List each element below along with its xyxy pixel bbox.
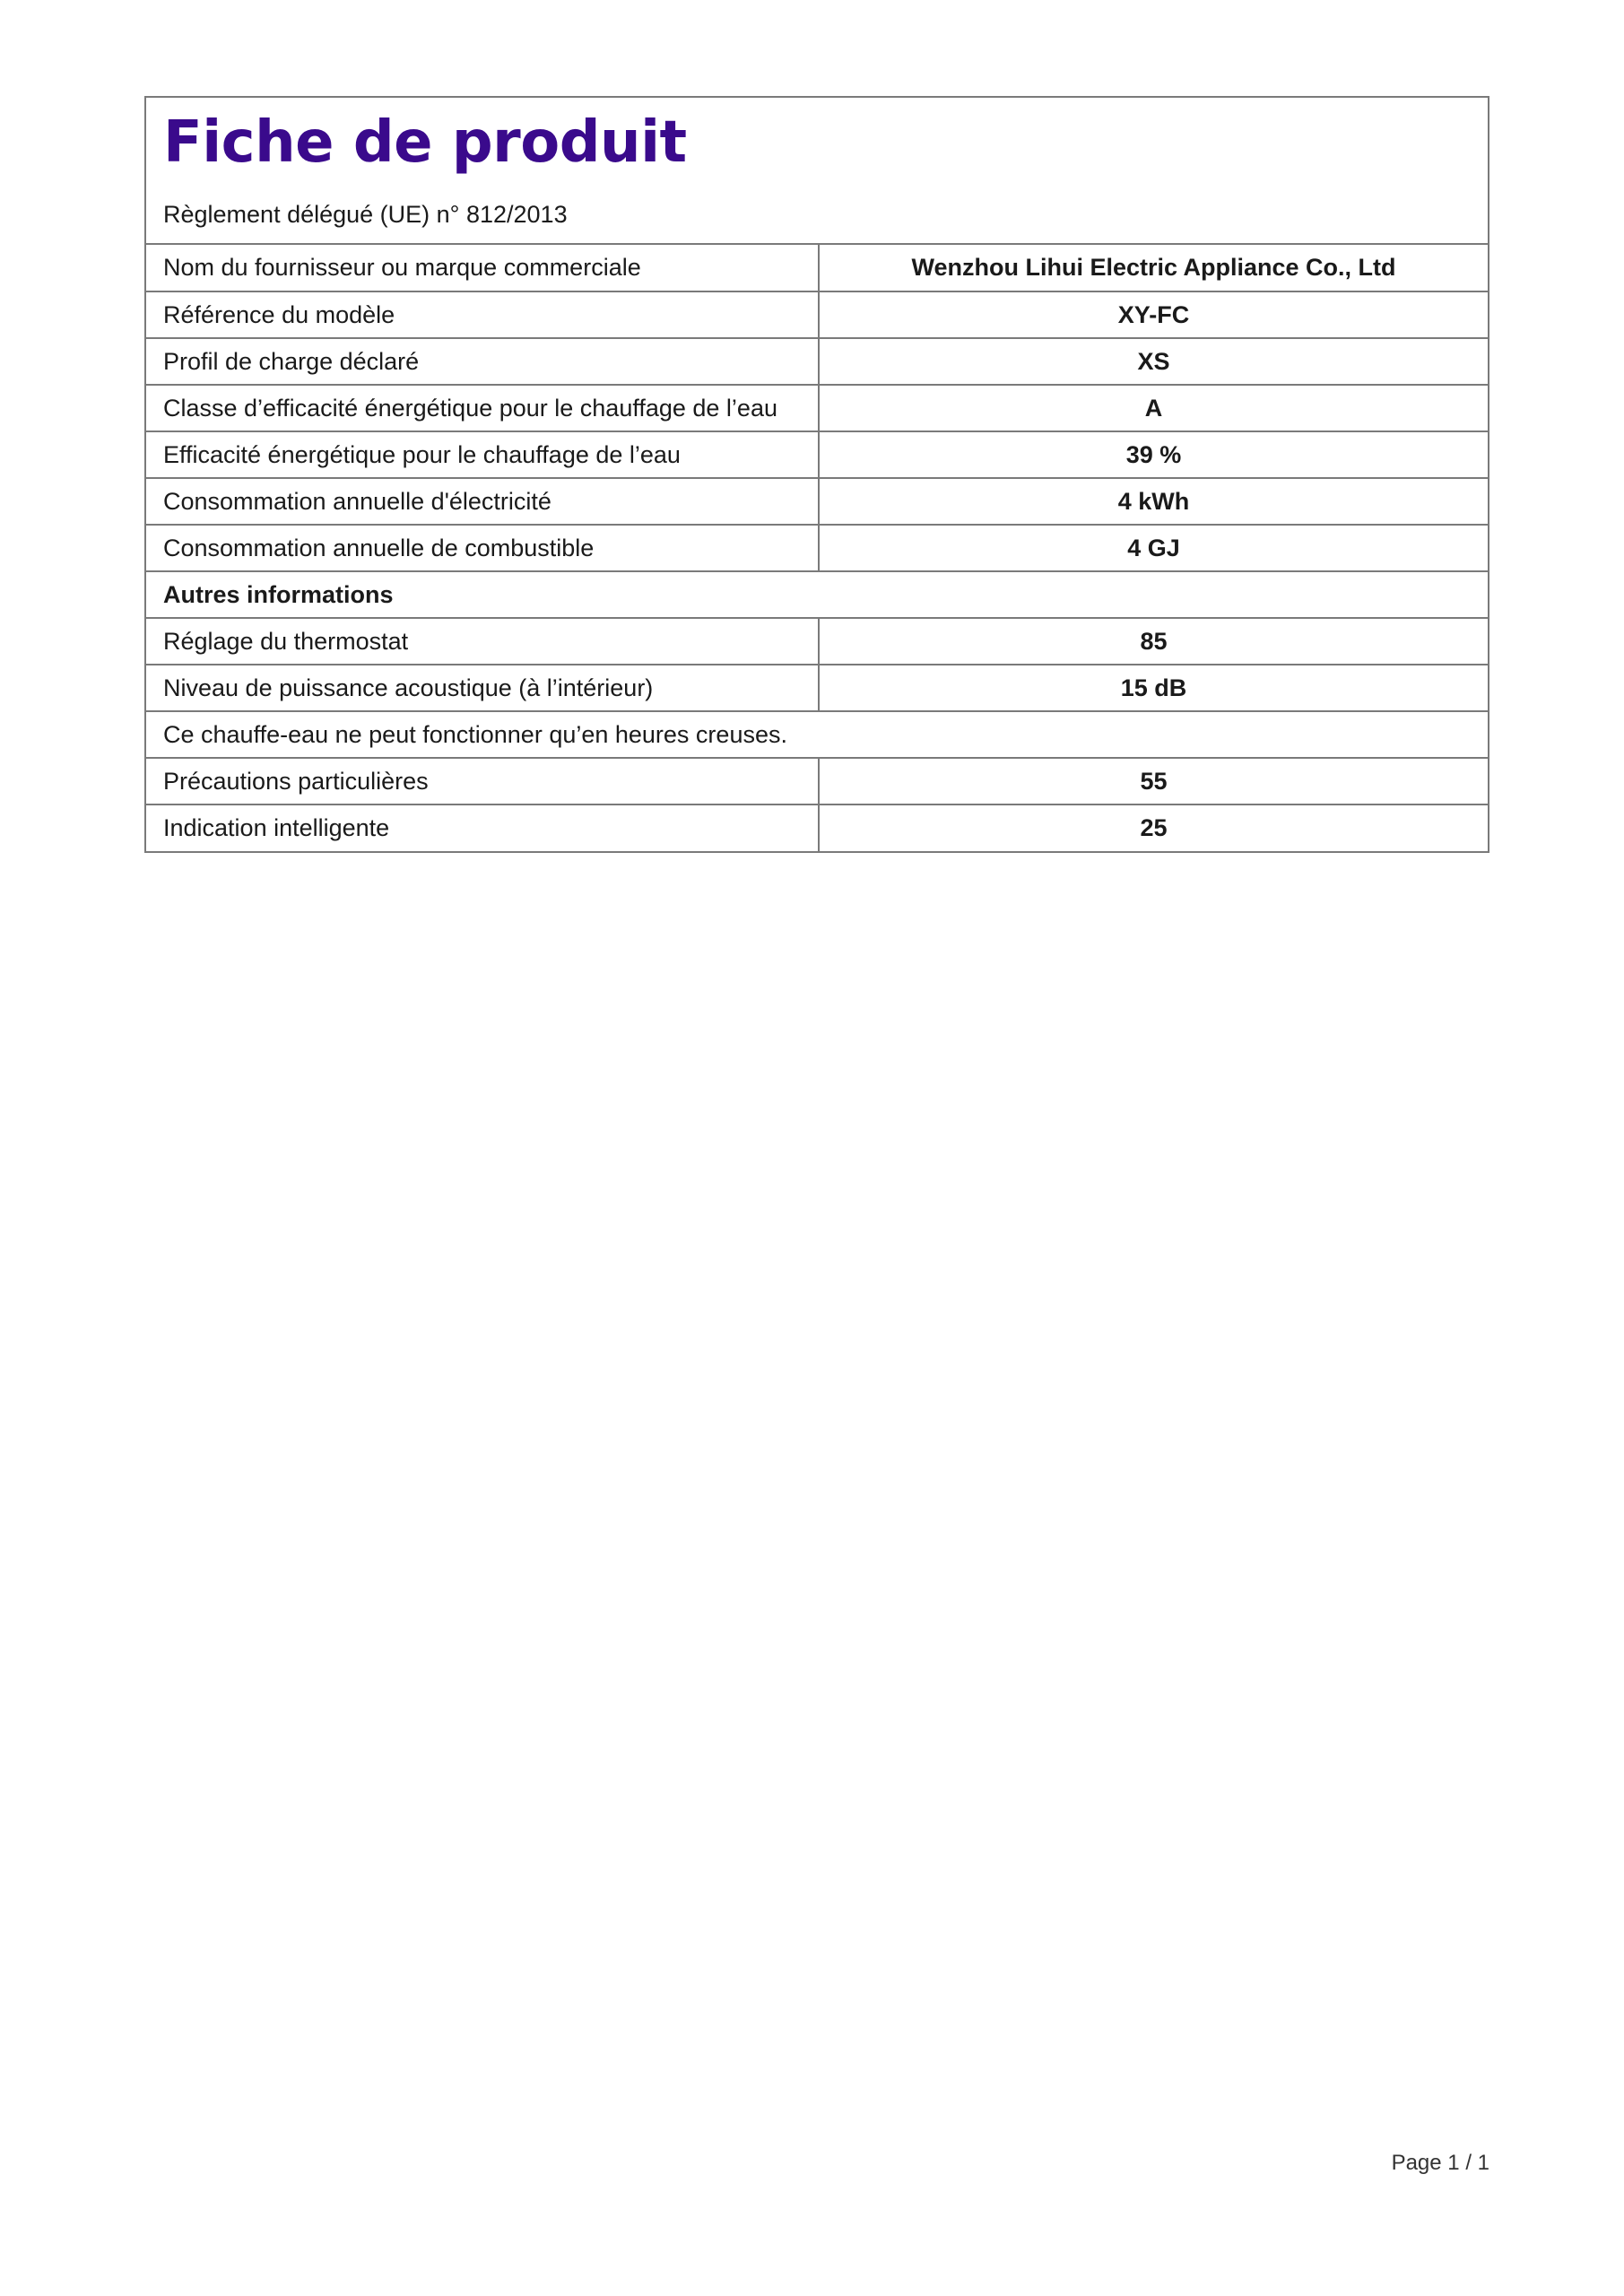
row-value: Wenzhou Lihui Electric Appliance Co., Ltd: [911, 254, 1396, 281]
row-label: Indication intelligente: [146, 804, 819, 851]
row-value: 15 dB: [819, 665, 1488, 711]
row-value: XY-FC: [819, 291, 1488, 338]
table-row: [146, 385, 1488, 431]
table-row: [146, 665, 1488, 711]
row-value: 4 kWh: [819, 478, 1488, 525]
table-row: [146, 618, 1488, 665]
table-row: [146, 245, 1488, 291]
row-label: Réglage du thermostat: [146, 618, 819, 665]
table-row: [146, 804, 1488, 851]
off-peak-note: Ce chauffe-eau ne peut fonctionner qu’en heures creuses.: [146, 711, 1488, 758]
row-label: Classe d’efficacité énergétique pour le chauffage de l’eau: [146, 385, 819, 431]
section-heading-row: [146, 571, 1488, 618]
table-row: [146, 525, 1488, 571]
row-label: Nom du fournisseur ou marque commerciale: [146, 245, 819, 291]
table-row: [146, 338, 1488, 385]
regulation-reference: Règlement délégué (UE) n° 812/2013: [163, 201, 568, 228]
row-value: A: [819, 385, 1488, 431]
sheet-header: [146, 98, 1488, 245]
page-number: Page 1 / 1: [1391, 2151, 1489, 2175]
note-row: [146, 711, 1488, 758]
row-value: 25: [819, 804, 1488, 851]
row-value: XS: [819, 338, 1488, 385]
row-label: Consommation annuelle de combustible: [146, 525, 819, 571]
table-row: [146, 478, 1488, 525]
page-title: Fiche de produit: [163, 109, 687, 176]
row-value: 85: [819, 618, 1488, 665]
row-label: Niveau de puissance acoustique (à l’intérieur): [146, 665, 819, 711]
row-label: Profil de charge déclaré: [146, 338, 819, 385]
row-label: Référence du modèle: [146, 291, 819, 338]
row-value: 39 %: [819, 431, 1488, 478]
row-label: Efficacité énergétique pour le chauffage de l’eau: [146, 431, 819, 478]
row-value: 4 GJ: [819, 525, 1488, 571]
table-row: [146, 431, 1488, 478]
table-row: [146, 758, 1488, 804]
section-heading: Autres informations: [146, 571, 1488, 618]
product-sheet: [144, 96, 1489, 853]
row-value: 55: [819, 758, 1488, 804]
row-label: Précautions particulières: [146, 758, 819, 804]
product-info-table: [146, 245, 1488, 851]
table-row: [146, 291, 1488, 338]
row-label: Consommation annuelle d'électricité: [146, 478, 819, 525]
